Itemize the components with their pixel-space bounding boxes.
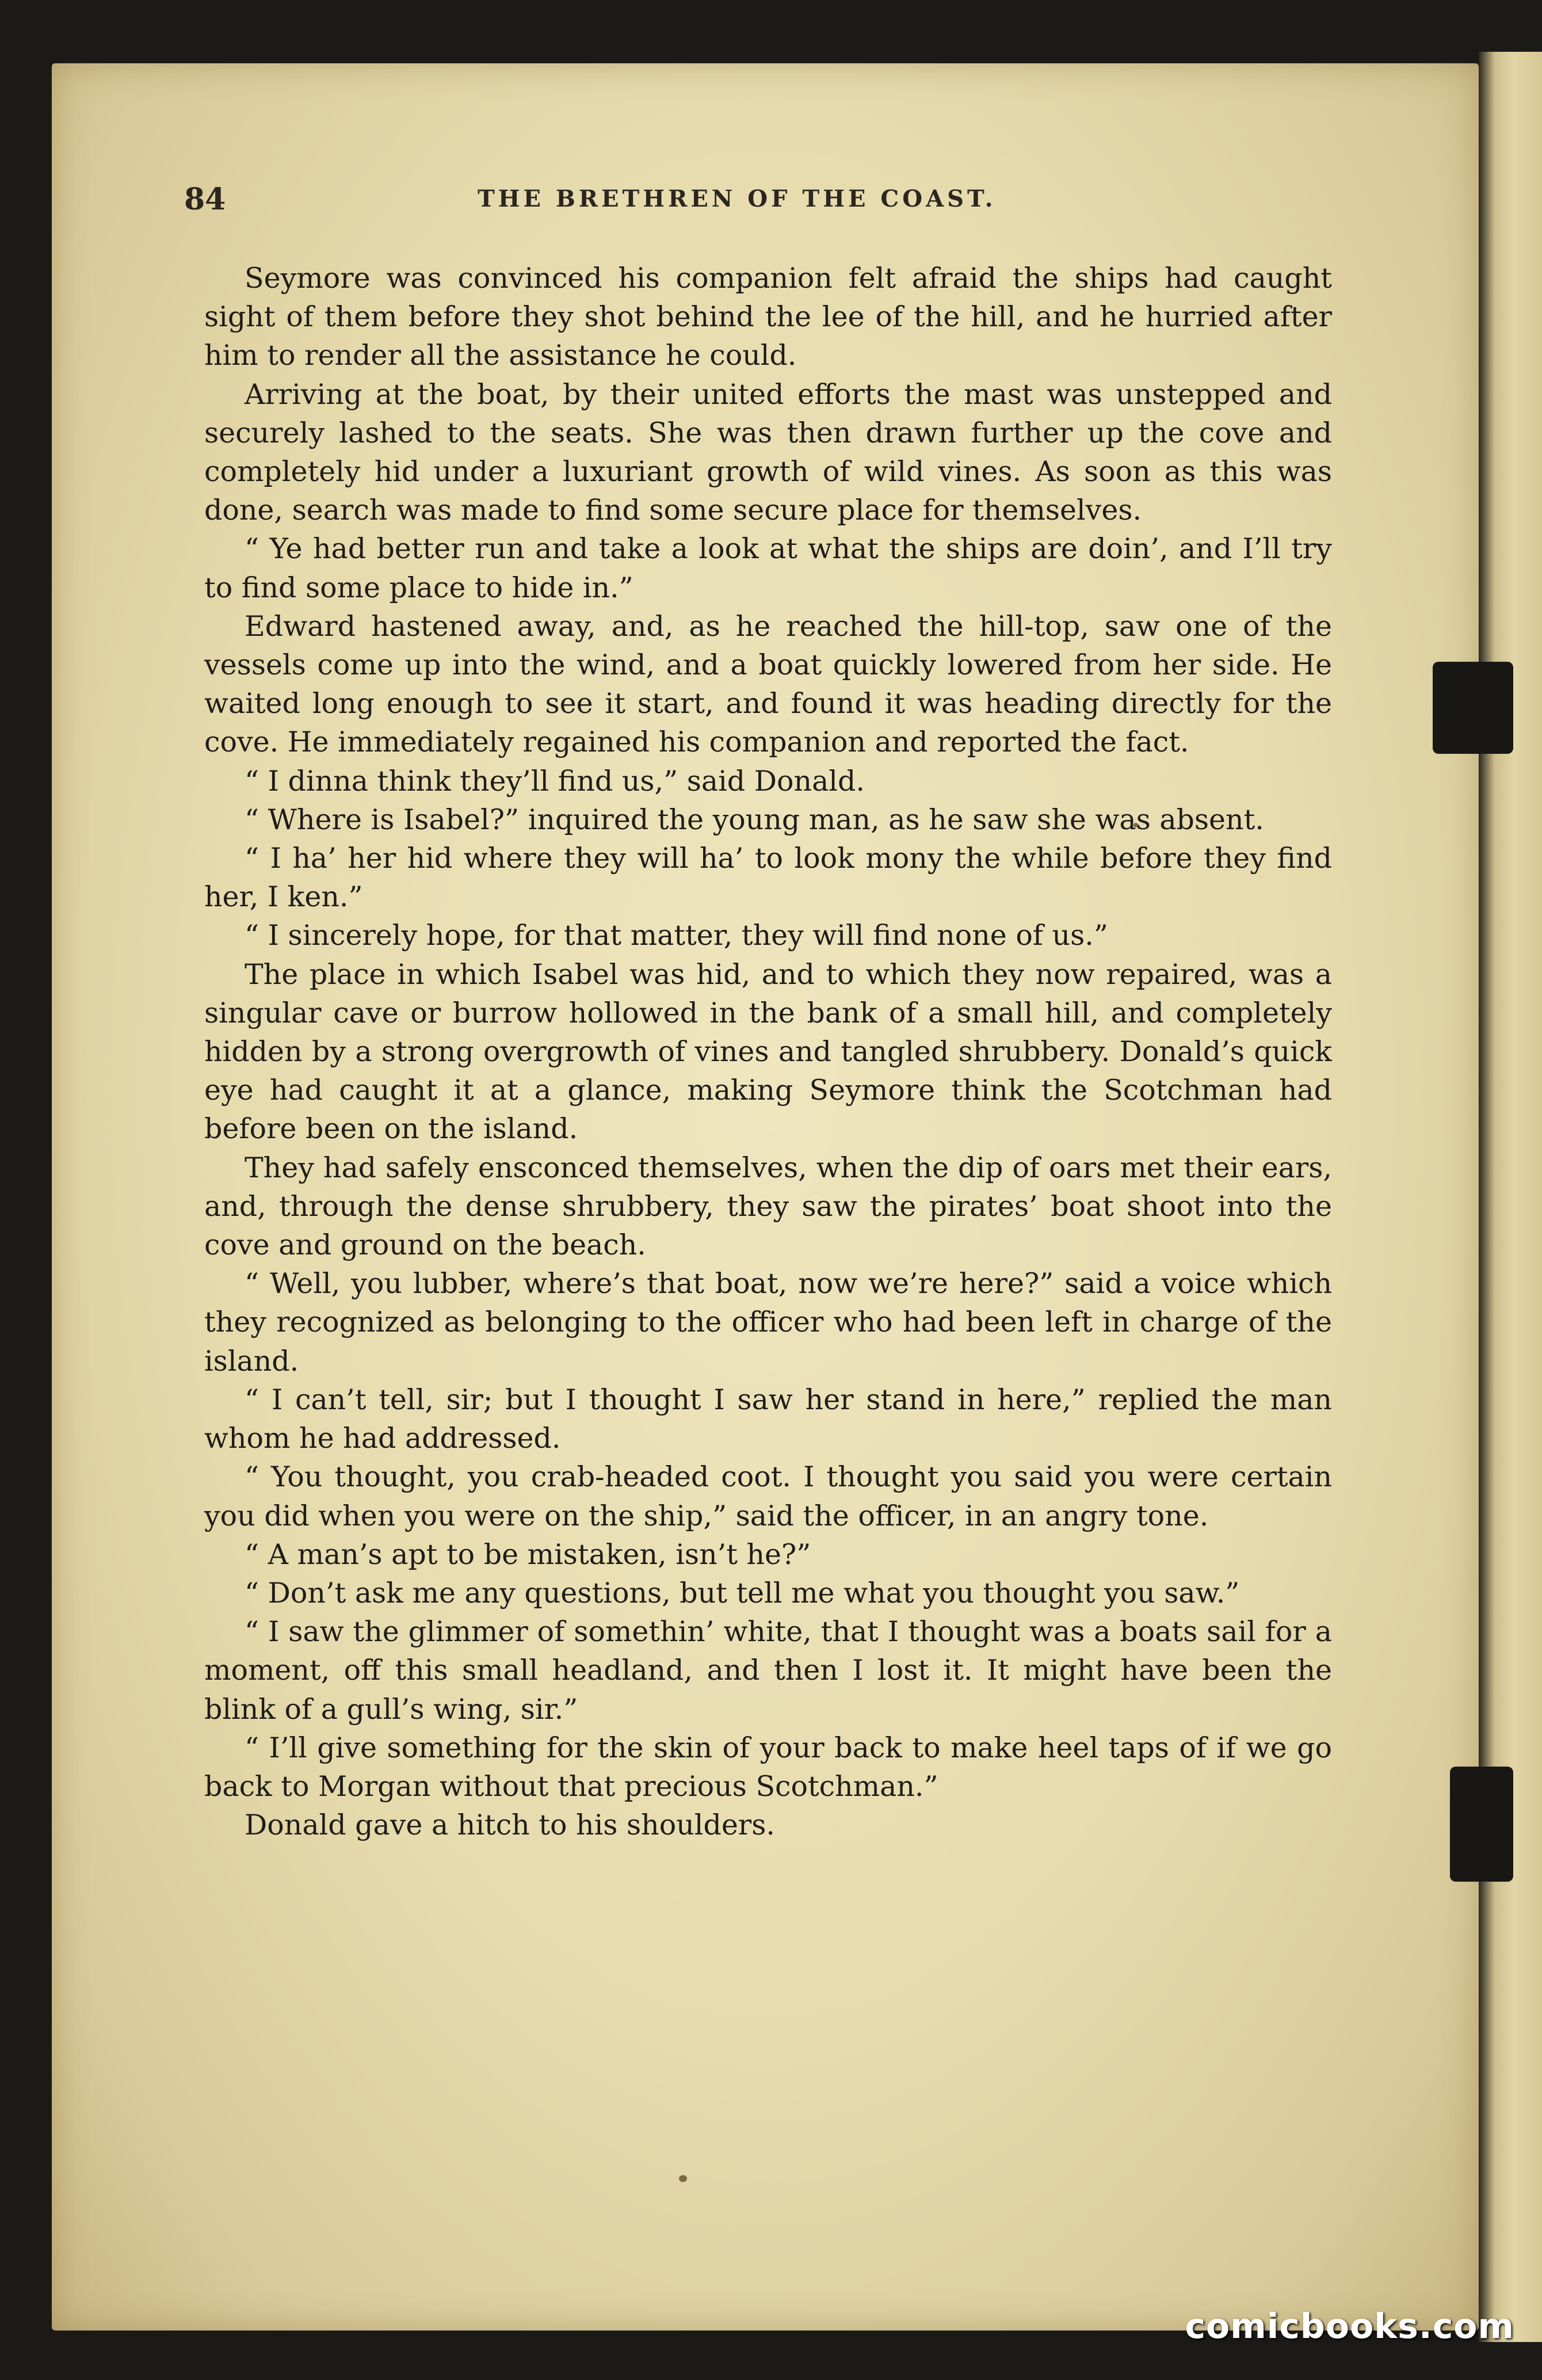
paragraph: Arriving at the boat, by their united efforts the mast was unstepped and securely lashed to the seats. She was then drawn further up the cove and completely hid under a luxuriant growth of wild vines. As soon as this was done, search was made to find some secure place for themselves. — [204, 377, 1332, 527]
binding-tab-lower — [1450, 1767, 1513, 1882]
paragraph: “ Well, you lubber, where’s that boat, now we’re here?” said a voice which they recognized as belonging to the officer who had been left in charge of the island. — [204, 1267, 1332, 1378]
body-text — [204, 259, 1332, 1844]
paragraph: Edward hastened away, and, as he reached the hill-top, saw one of the vessels come up into the wind, and a boat quickly lowered from her side. He waited long enough to see it start, and found it was heading directly for the cove. He immediately regained his companion and reported the fact. — [204, 609, 1332, 759]
paragraph: “ I sincerely hope, for that matter, they will find none of us.” — [245, 919, 1108, 952]
paragraph: “ You thought, you crab-headed coot. I thought you said you were certain you did when you were on the ship,” said the officer, in an angry tone. — [204, 1460, 1332, 1532]
paper-speck — [679, 2175, 687, 2182]
binding-tab-upper — [1433, 662, 1513, 754]
paragraph: “ A man’s apt to be mistaken, isn’t he?” — [245, 1538, 811, 1571]
page-header — [155, 182, 1306, 216]
watermark: comicbooks.com — [1185, 2306, 1514, 2347]
paragraph: “ I’ll give something for the skin of your back to make heel taps of if we go back to Morgan without that precious Scotchman.” — [204, 1731, 1332, 1803]
running-head: THE BRETHREN OF THE COAST. — [478, 185, 997, 212]
page-number: 84 — [184, 182, 226, 217]
paragraph: “ I ha’ her hid where they will ha’ to look mony the while before they find her, I ken.” — [204, 842, 1332, 914]
paragraph: Seymore was convinced his companion felt afraid the ships had caught sight of them before they shot behind the lee of the hill, and he hurried after him to render all the assistance he could. — [204, 262, 1332, 372]
paragraph: “ I dinna think they’ll find us,” said Donald. — [245, 764, 865, 798]
paragraph: The place in which Isabel was hid, and to which they now repaired, was a singular cave or burrow hollowed in the bank of a small hill, and completely hidden by a strong overgrowth of vines and tangled shrubbery. Donald’s quick eye had caught it at a glance, making Seymore think the Scotchman had before been on the island. — [204, 958, 1332, 1146]
paragraph: “ Where is Isabel?” inquired the young man, as he saw she was absent. — [245, 803, 1264, 836]
adjacent-page-edge — [1479, 52, 1542, 2342]
paragraph: “ I can’t tell, sir; but I thought I saw her stand in here,” replied the man whom he had addressed. — [204, 1383, 1332, 1455]
paragraph: They had safely ensconced themselves, when the dip of oars met their ears, and, through the dense shrubbery, they saw the pirates’ boat shoot into the cove and ground on the beach. — [204, 1151, 1332, 1262]
paragraph: “ I saw the glimmer of somethin’ white, that I thought was a boats sail for a moment, off this small headland, and then I lost it. It might have been the blink of a gull’s wing, sir.” — [204, 1615, 1332, 1726]
paragraph: “ Ye had better run and take a look at what the ships are doin’, and I’ll try to find some place to hide in.” — [204, 532, 1332, 604]
paragraph: Donald gave a hitch to his shoulders. — [245, 1809, 775, 1842]
paragraph: “ Don’t ask me any questions, but tell me what you thought you saw.” — [245, 1576, 1240, 1609]
